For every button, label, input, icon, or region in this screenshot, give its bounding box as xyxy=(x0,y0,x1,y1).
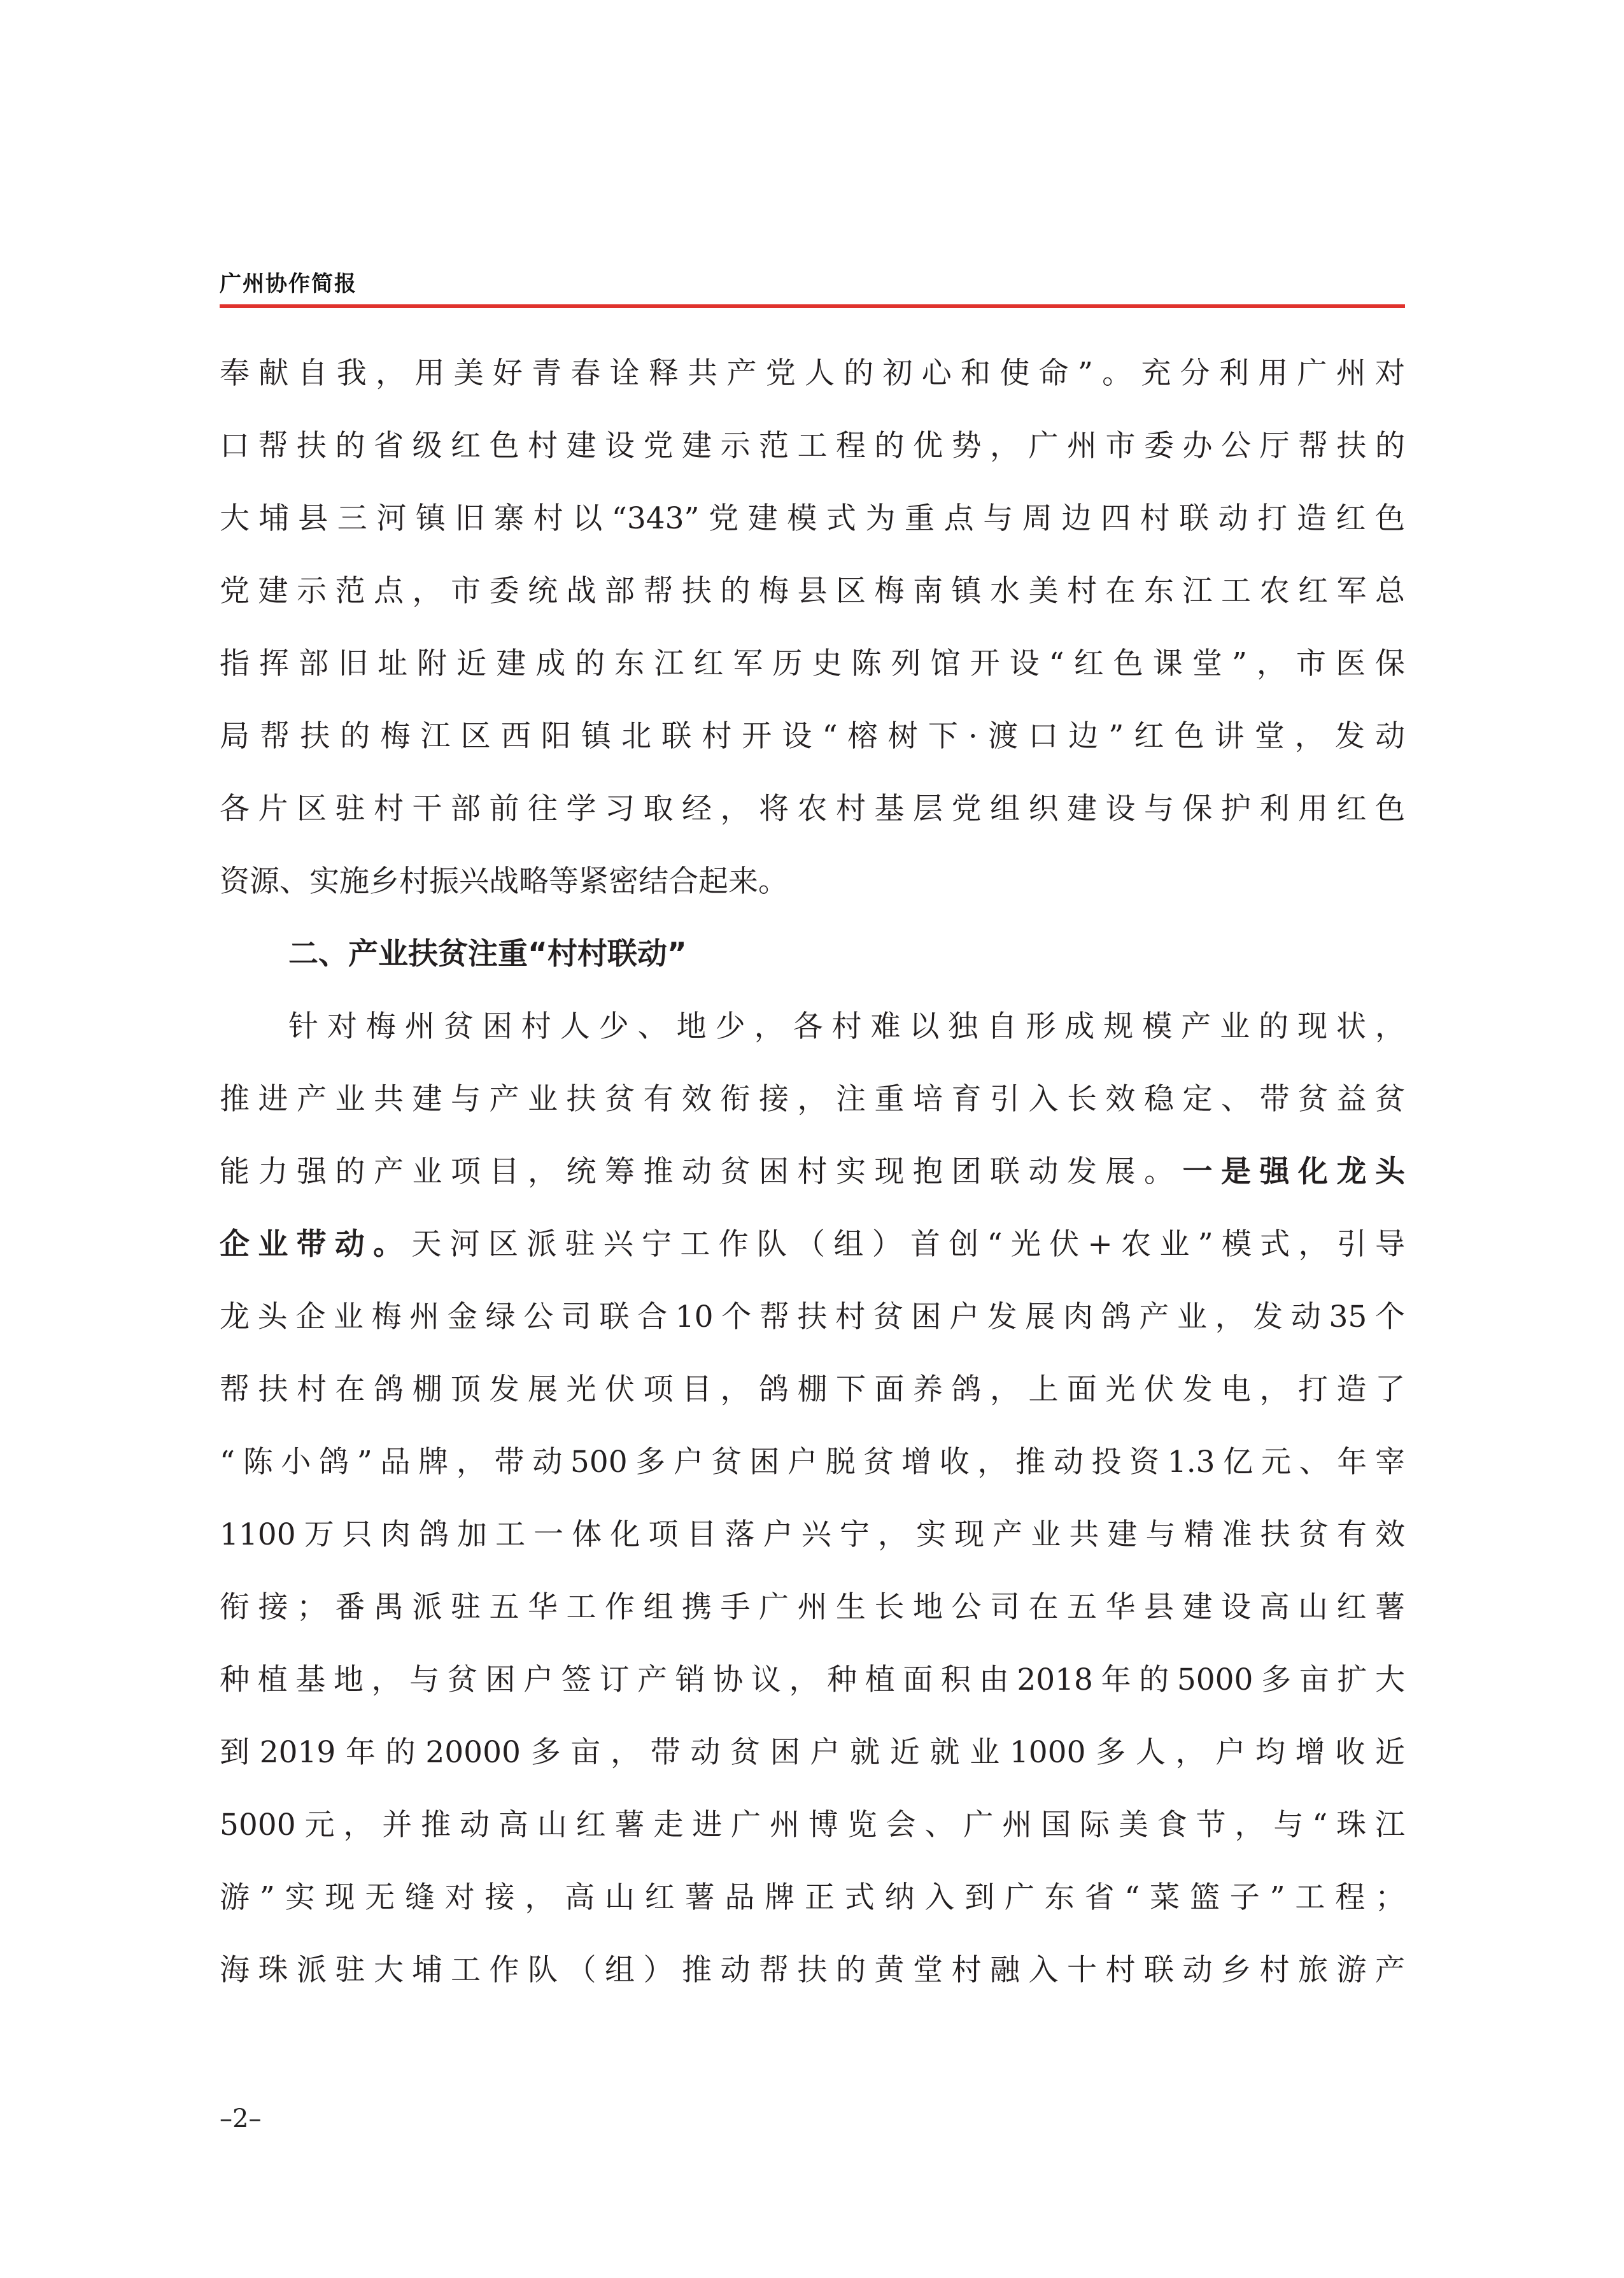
text-line: 1100万只肉鸽加工一体化项目落户兴宁，实现产业共建与精准扶贫有效 xyxy=(220,1517,1405,1552)
bold-phrase: 一是强化龙头 xyxy=(1182,1154,1405,1189)
text-line: 各片区驻村干部前往学习取经，将农村基层党组织建设与保护利用红色 xyxy=(220,791,1405,826)
page-number: –2– xyxy=(220,2104,262,2133)
header-divider xyxy=(220,304,1405,308)
text-line: 局帮扶的梅江区西阳镇北联村开设“榕树下·渡口边”红色讲堂，发动 xyxy=(220,719,1405,754)
text-line: 帮扶村在鸽棚顶发展光伏项目，鸽棚下面养鸽，上面光伏发电，打造了 xyxy=(220,1372,1405,1407)
text-segment: 能力强的产业项目，统筹推动贫困村实现抱团联动发展。 xyxy=(220,1154,1183,1189)
text-line: 指挥部旧址附近建成的东江红军历史陈列馆开设“红色课堂”，市医保 xyxy=(220,646,1405,681)
text-line: 资源、实施乡村振兴战略等紧密结合起来。 xyxy=(220,864,788,899)
text-line: 党建示范点，市委统战部帮扶的梅县区梅南镇水美村在东江工农红军总 xyxy=(220,574,1405,609)
text-segment: 天河区派驻兴宁工作队（组）首创“光伏+农业”模式，引导 xyxy=(411,1227,1405,1262)
text-line: 针对梅州贫困村人少、地少，各村难以独自形成规模产业的现状， xyxy=(288,1009,1405,1044)
text-line: 种植基地，与贫困户签订产销协议，种植面积由2018年的5000多亩扩大 xyxy=(220,1662,1405,1697)
body-text xyxy=(220,337,1405,2007)
text-line: 游”实现无缝对接，高山红薯品牌正式纳入到广东省“菜篮子”工程； xyxy=(220,1880,1405,1915)
text-line: “陈小鸽”品牌，带动500多户贫困户脱贫增收，推动投资1.3亿元、年宰 xyxy=(220,1445,1405,1480)
text-line: 口帮扶的省级红色村建设党建示范工程的优势，广州市委办公厅帮扶的 xyxy=(220,428,1405,463)
section-heading: 二、产业扶贫注重“村村联动” xyxy=(288,937,687,972)
text-line: 到2019年的20000多亩，带动贫困户就近就业1000多人，户均增收近 xyxy=(220,1735,1405,1770)
header-title: 广州协作简报 xyxy=(220,271,357,297)
text-line: 海珠派驻大埔工作队（组）推动帮扶的黄堂村融入十村联动乡村旅游产 xyxy=(220,1953,1405,1988)
text-line: 龙头企业梅州金绿公司联合10个帮扶村贫困户发展肉鸽产业，发动35个 xyxy=(220,1299,1405,1334)
text-line: 衔接；番禺派驻五华工作组携手广州生长地公司在五华县建设高山红薯 xyxy=(220,1590,1405,1625)
text-line xyxy=(220,1208,1405,1281)
bold-phrase: 企业带动。 xyxy=(220,1227,412,1262)
text-line: 5000元，并推动高山红薯走进广州博览会、广州国际美食节，与“珠江 xyxy=(220,1808,1405,1843)
text-line: 推进产业共建与产业扶贫有效衔接，注重培育引入长效稳定、带贫益贫 xyxy=(220,1082,1405,1117)
text-line: 大埔县三河镇旧寨村以“343”党建模式为重点与周边四村联动打造红色 xyxy=(220,501,1405,536)
text-line xyxy=(220,1136,1405,1208)
text-line: 奉献自我，用美好青春诠释共产党人的初心和使命”。充分利用广州对 xyxy=(220,356,1405,391)
